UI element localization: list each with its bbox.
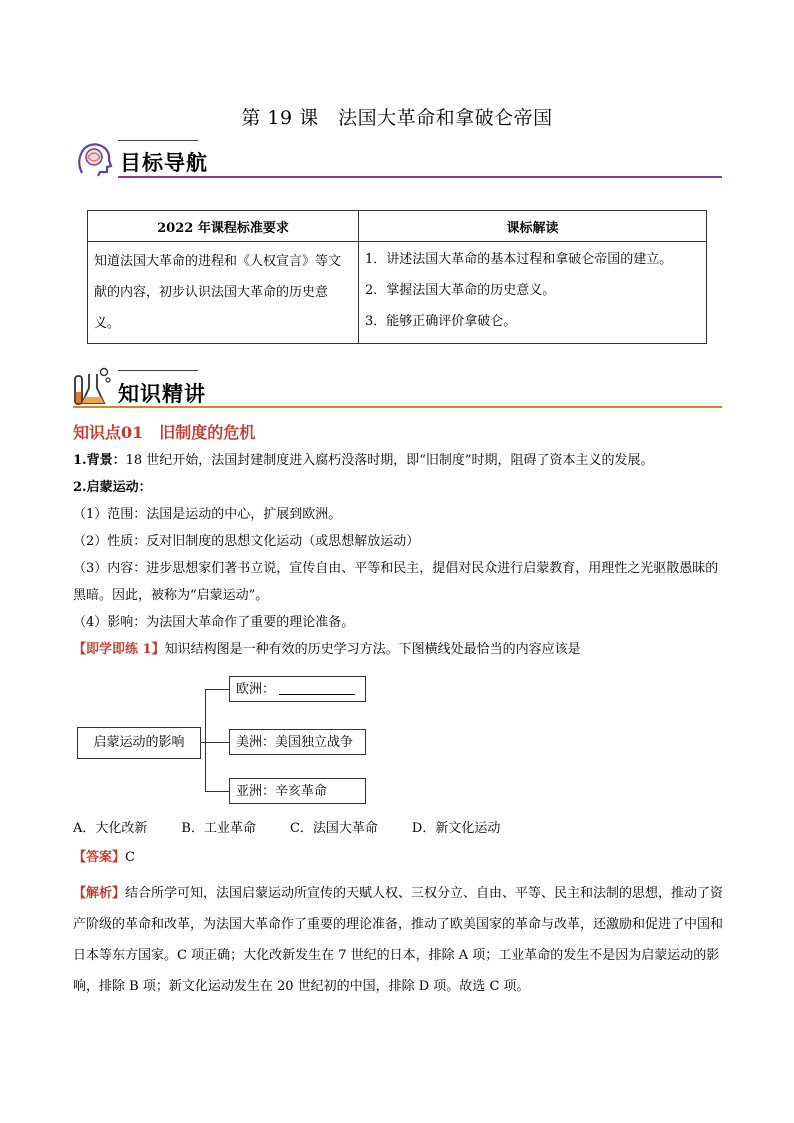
interpretation-cell <box>359 242 707 344</box>
enlightenment-label-text: 2.启蒙运动： <box>73 480 152 495</box>
diagram-connector <box>205 689 229 690</box>
section-title-goals: 目标导航 <box>120 151 208 175</box>
knowledge-point-title: 知识点01 旧制度的危机 <box>73 423 256 442</box>
diagram-root-label: 启蒙运动的影响 <box>93 735 185 750</box>
enlightenment-item: （3）内容：进步思想家们著书立说，宣传自由、平等和民主，提倡对民众进行启蒙教育，用理性之光驱散愚昧的黑暗。因此，被称为“启蒙运动”。 <box>73 561 719 603</box>
table-header-interpretation: 课标解读 <box>359 211 707 242</box>
diagram-asia-box <box>229 778 366 804</box>
option-c[interactable]: C．法国大革命 <box>289 821 378 836</box>
section-divider <box>73 406 722 408</box>
analysis-text: 结合所学可知，法国启蒙运动所宣传的天赋人权、三权分立、自由、平等、民主和法制的思想，推动了资产阶级的革命和改革，为法国大革命作了重要的理论准备，推动了欧美国家的革命与改革，还激励和促进了中国和日本等东方国家。C 项正确；大化改新发生在 7 世纪的日本，排除 A 项；工业革命的发生不是因为启蒙运动的影响，排除 B 项；新文化运动发生在 20 世纪初的中国，排除 D 项。故选 C 项。 <box>73 886 724 994</box>
analysis-tag: 【解析】 <box>73 886 126 901</box>
exercise-tag: 【即学即练 1】 <box>73 642 165 657</box>
options-row <box>73 815 723 842</box>
lab-flask-icon <box>72 366 112 406</box>
diagram-america-box <box>229 729 366 755</box>
requirement-cell: 知道法国大革命的进程和《人权宣言》等文献的内容，初步认识法国大革命的历史意义。 <box>88 242 359 344</box>
exercise-question <box>73 636 723 663</box>
section-decor-line <box>118 370 198 371</box>
option-d[interactable]: D．新文化运动 <box>411 821 501 836</box>
exercise-question-text: 知识结构图是一种有效的历史学习方法。下图横线处最恰当的内容应该是 <box>164 642 581 657</box>
answer-blank <box>279 680 355 695</box>
enlightenment-item: （1）范围：法国是运动的中心，扩展到欧洲。 <box>73 507 342 522</box>
diagram-connector <box>205 791 229 792</box>
page-title: 第 19 课 法国大革命和拿破仑帝国 <box>241 107 553 129</box>
table-header-row <box>88 211 707 242</box>
section-decor-line <box>118 140 198 141</box>
diagram-connector <box>205 689 206 791</box>
enlightenment-item: （4）影响：为法国大革命作了重要的理论准备。 <box>73 615 355 630</box>
section-title-knowledge: 知识精讲 <box>118 382 206 406</box>
option-a[interactable]: A．大化改新 <box>73 821 148 836</box>
table-header-requirement: 2022 年课程标准要求 <box>88 211 359 242</box>
enlightenment-item: （2）性质：反对旧制度的思想文化运动（或思想解放运动） <box>73 534 420 549</box>
background-paragraph <box>73 447 723 474</box>
enlightenment-label <box>73 474 723 501</box>
interpretation-item: 2．掌握法国大革命的历史意义。 <box>365 283 556 298</box>
interpretation-item: 3．能够正确评价拿破仑。 <box>365 314 517 329</box>
background-text: 18 世纪开始，法国封建制度进入腐朽没落时期，即“旧制度”时期，阻碍了资本主义的发展。 <box>125 453 654 468</box>
diagram-europe-box <box>229 676 366 702</box>
standards-table <box>87 210 707 344</box>
analysis-paragraph <box>73 878 725 1002</box>
option-b[interactable]: B．工业革命 <box>181 821 256 836</box>
background-label: 1.背景： <box>73 453 126 468</box>
answer-tag: 【答案】 <box>73 850 126 865</box>
table-row <box>88 242 707 344</box>
answer-value: C <box>125 850 135 865</box>
brain-head-icon <box>74 139 114 179</box>
interpretation-item: 1．讲述法国大革命的基本过程和拿破仑帝国的建立。 <box>365 252 673 267</box>
diagram-root-box <box>77 727 201 759</box>
diagram-europe-label: 欧洲： <box>236 682 276 697</box>
diagram-asia-label: 亚洲：辛亥革命 <box>236 784 328 799</box>
answer-line <box>73 844 723 871</box>
section-divider <box>118 176 722 178</box>
diagram-america-label: 美洲：美国独立战争 <box>236 735 354 750</box>
diagram-connector <box>205 742 229 743</box>
